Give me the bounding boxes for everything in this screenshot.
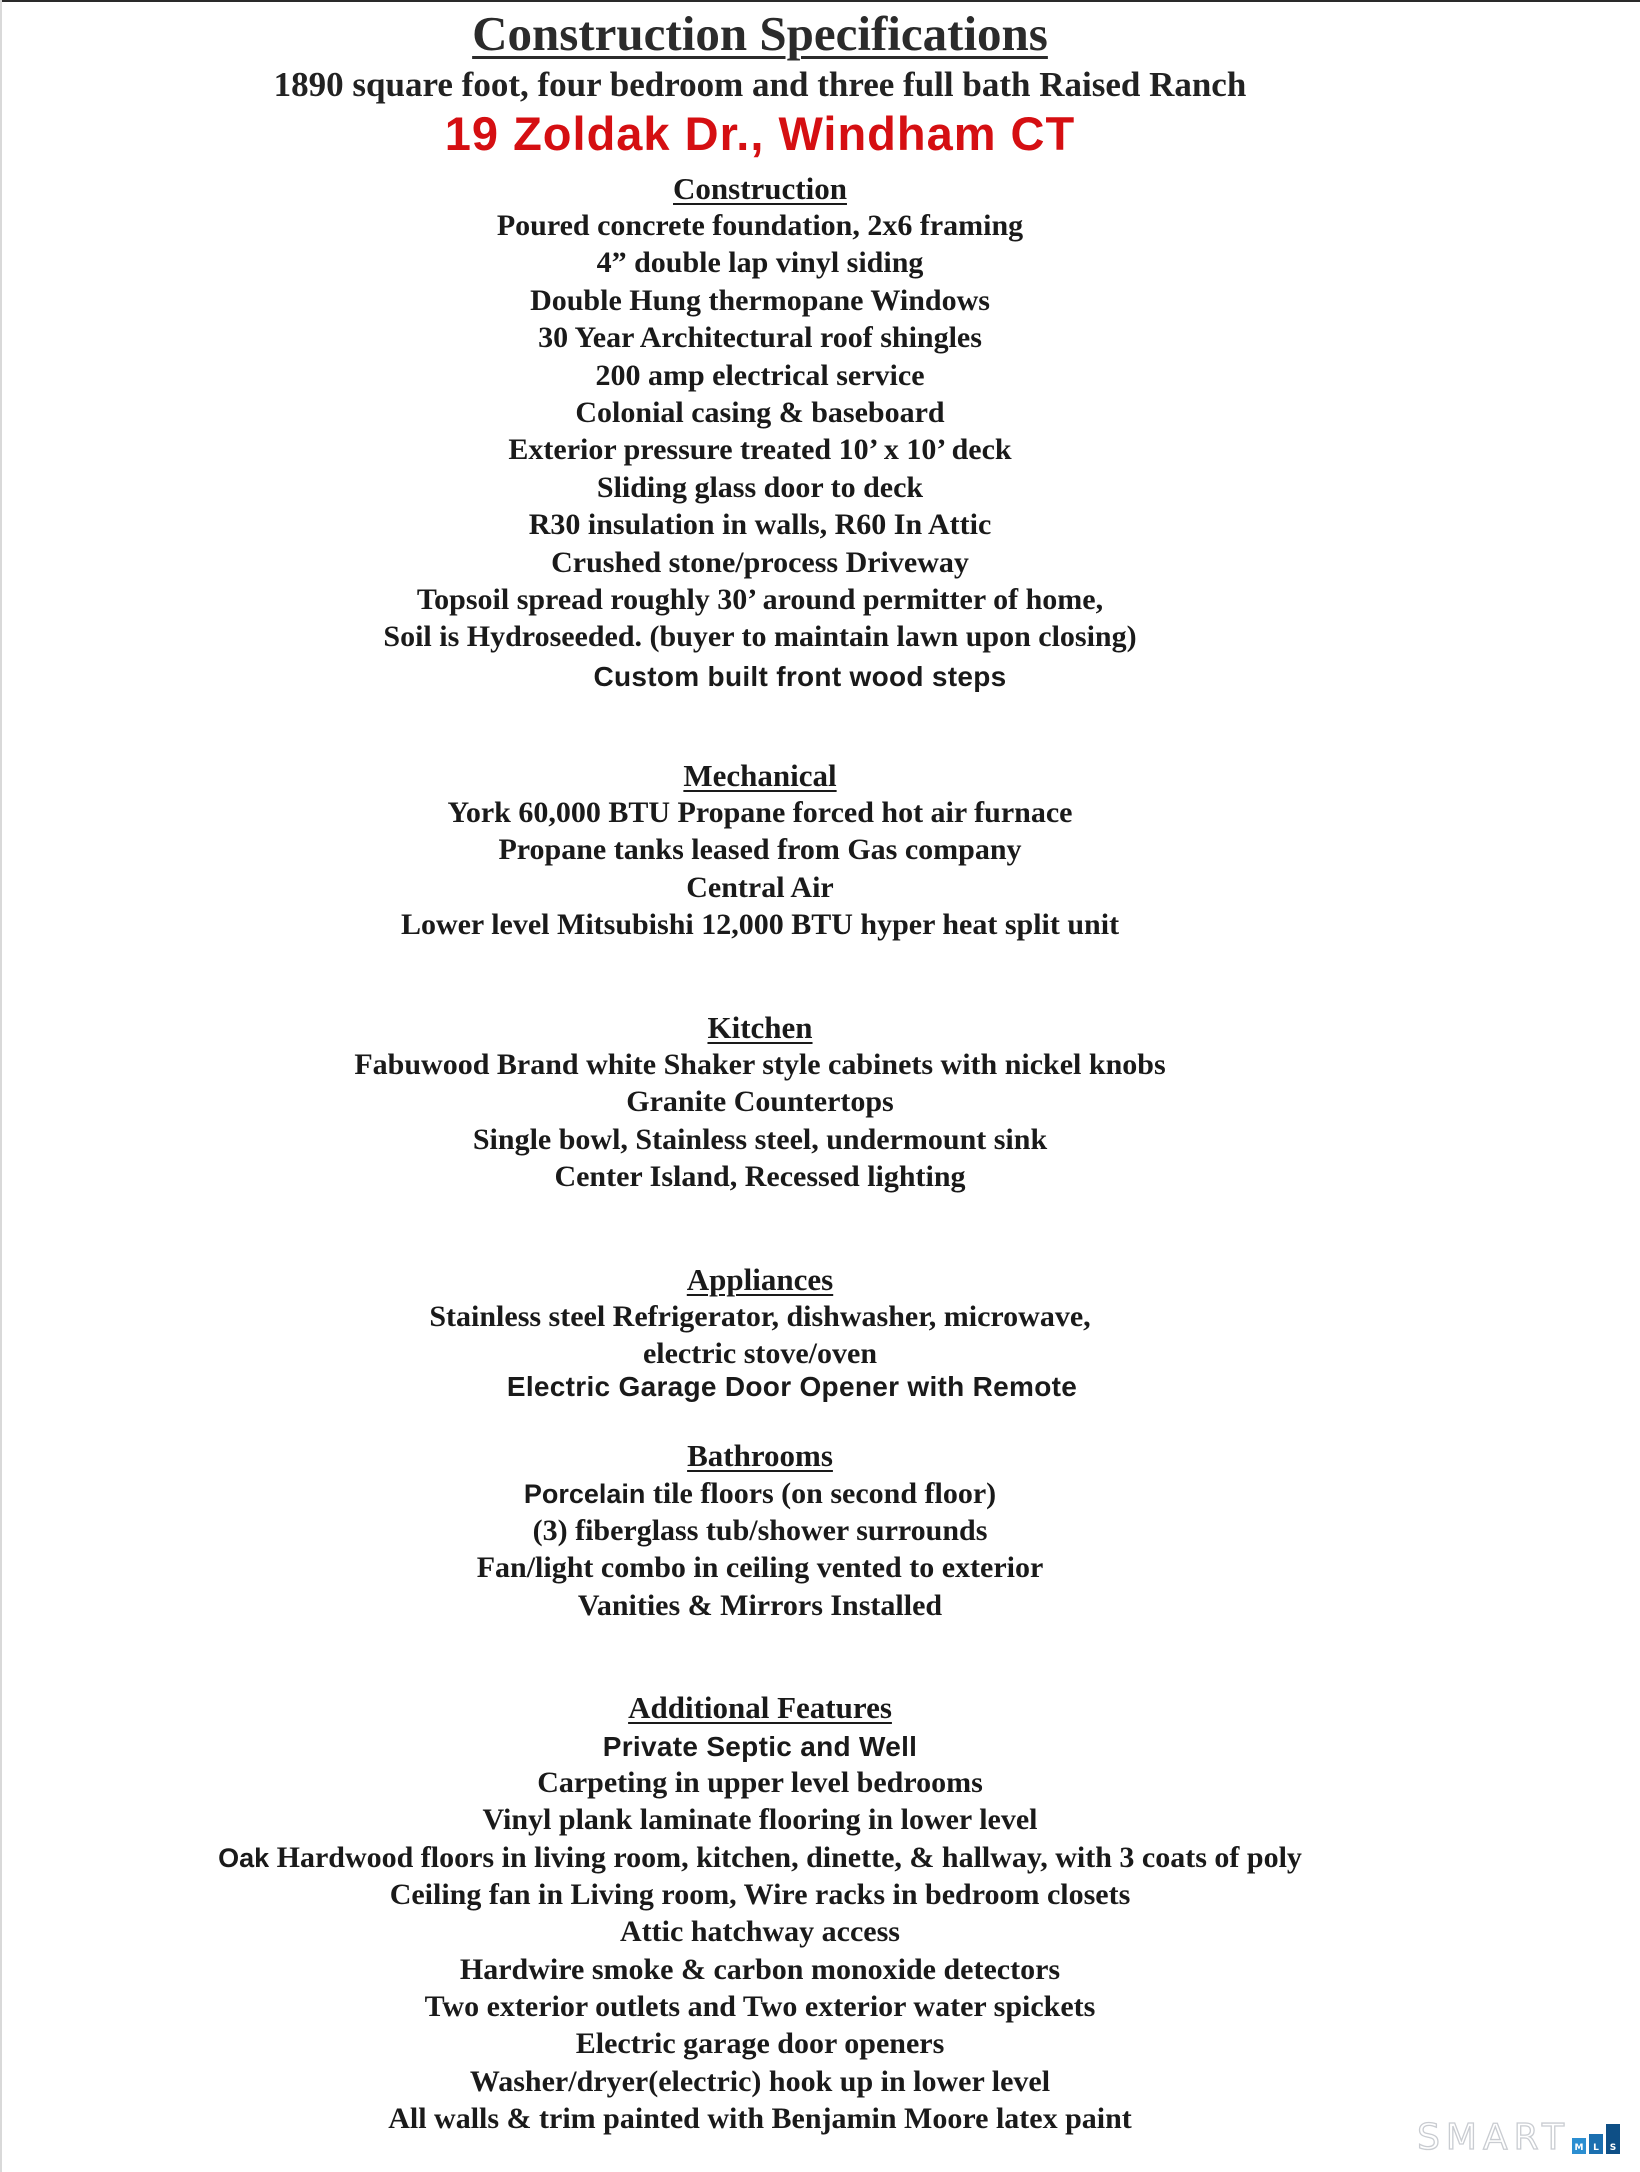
list-item: Fan/light combo in ceiling vented to exterior — [476, 1551, 1044, 1584]
porcelain-word: Porcelain — [523, 1479, 646, 1509]
section-heading-appliances: Appliances — [686, 1262, 834, 1297]
list-item: Two exterior outlets and Two exterior water spickets — [424, 1990, 1096, 2023]
section-heading-kitchen: Kitchen — [707, 1010, 813, 1045]
list-item: Poured concrete foundation, 2x6 framing — [496, 209, 1024, 242]
list-item: Private Septic and Well — [602, 1731, 918, 1762]
list-item: R30 insulation in walls, R60 In Attic — [528, 508, 992, 541]
list-item: Double Hung thermopane Windows — [530, 284, 990, 317]
list-item: 200 amp electrical service — [595, 359, 925, 392]
section-heading-mechanical: Mechanical — [683, 758, 837, 793]
list-item: 30 Year Architectural roof shingles — [538, 321, 982, 354]
list-item: (3) fiberglass tub/shower surrounds — [532, 1514, 988, 1547]
list-item: Crushed stone/process Driveway — [551, 546, 969, 579]
page-subtitle: 1890 square foot, four bedroom and three full bath Raised Ranch — [273, 65, 1247, 104]
smartmls-watermark — [1417, 2114, 1620, 2158]
list-item: Electric garage door openers — [575, 2027, 945, 2060]
list-item: 4” double lap vinyl siding — [596, 246, 924, 279]
list-item: Single bowl, Stainless steel, undermount sink — [472, 1123, 1048, 1156]
watermark-bars-icon — [1572, 2124, 1620, 2154]
list-item: Sliding glass door to deck — [596, 471, 924, 504]
list-item: All walls & trim painted with Benjamin Moore latex paint — [388, 2102, 1132, 2135]
section-heading-construction: Construction — [673, 171, 847, 206]
list-item: Carpeting in upper level bedrooms — [537, 1766, 983, 1799]
list-item: York 60,000 BTU Propane forced hot air furnace — [447, 796, 1073, 829]
list-item: Center Island, Recessed lighting — [554, 1160, 966, 1193]
oak-word: Oak — [218, 1843, 270, 1873]
property-address: 19 Zoldak Dr., Windham CT — [444, 107, 1076, 160]
list-item: Exterior pressure treated 10’ x 10’ deck — [508, 433, 1012, 466]
list-item: Ceiling fan in Living room, Wire racks in bedroom closets — [389, 1878, 1131, 1911]
list-item: Colonial casing & baseboard — [575, 396, 945, 429]
list-item — [0, 1840, 1520, 1876]
list-item: Propane tanks leased from Gas company — [498, 833, 1022, 866]
list-item: Soil is Hydroseeded. (buyer to maintain lawn upon closing) — [383, 620, 1137, 653]
watermark-bar: L — [1589, 2134, 1603, 2154]
list-item: Stainless steel Refrigerator, dishwasher, microwave, — [429, 1300, 1091, 1333]
list-item: Attic hatchway access — [620, 1915, 900, 1948]
list-item: Washer/dryer(electric) hook up in lower level — [469, 2065, 1051, 2098]
porcelain-rest: tile floors (on second floor) — [645, 1477, 997, 1510]
list-item: Central Air — [686, 871, 834, 904]
list-item: Hardwire smoke & carbon monoxide detectors — [459, 1953, 1061, 1986]
list-item — [0, 1476, 1520, 1512]
list-item: Electric Garage Door Opener with Remote — [506, 1371, 1078, 1402]
list-item: electric stove/oven — [642, 1337, 878, 1370]
section-heading-bathrooms: Bathrooms — [687, 1438, 833, 1473]
list-item: Topsoil spread roughly 30’ around permitter of home, — [416, 583, 1104, 616]
section-heading-additional-features: Additional Features — [628, 1690, 892, 1725]
watermark-text: SMART — [1417, 2117, 1570, 2158]
page-title: Construction Specifications — [472, 6, 1048, 61]
oak-rest: Hardwood floors in living room, kitchen, dinette, & hallway, with 3 coats of poly — [269, 1841, 1302, 1874]
list-item: Vinyl plank laminate flooring in lower level — [482, 1803, 1038, 1836]
list-item: Custom built front wood steps — [593, 661, 1007, 692]
list-item: Lower level Mitsubishi 12,000 BTU hyper heat split unit — [400, 908, 1120, 941]
list-item: Granite Countertops — [626, 1085, 894, 1118]
list-item: Fabuwood Brand white Shaker style cabinets with nickel knobs — [354, 1048, 1166, 1081]
list-item: Vanities & Mirrors Installed — [577, 1589, 943, 1622]
watermark-bar: S — [1606, 2124, 1620, 2154]
watermark-bar: M — [1572, 2138, 1586, 2154]
